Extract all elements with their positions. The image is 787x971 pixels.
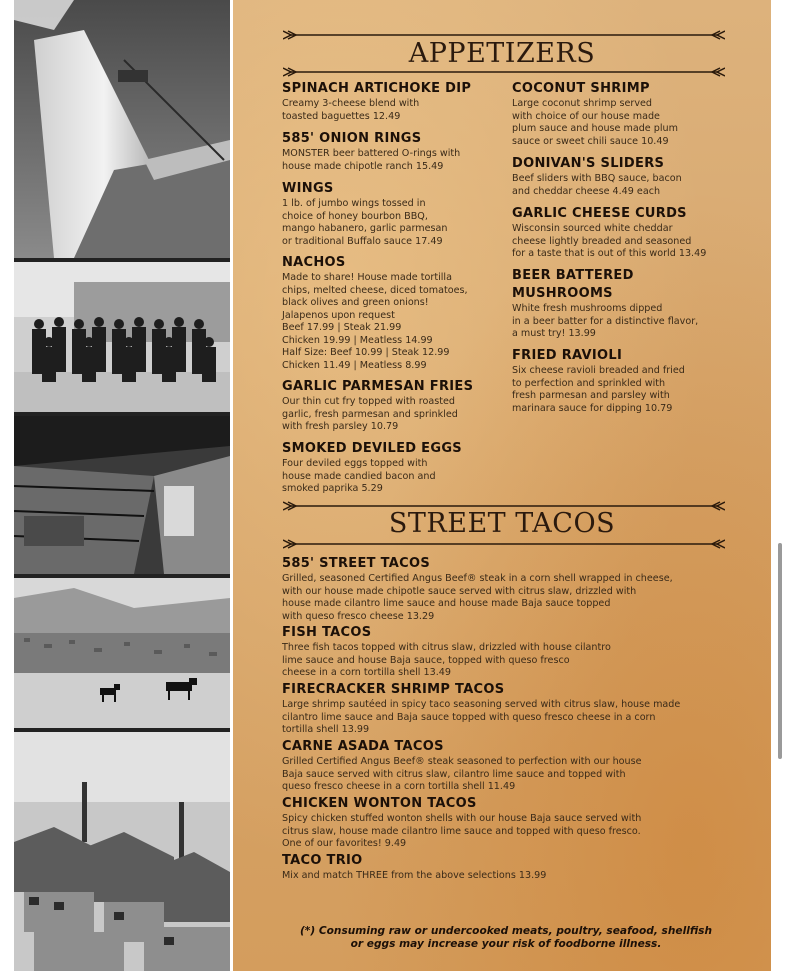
scrollbar-track[interactable] (776, 0, 787, 971)
item-name: COCONUT SHRIMP (512, 81, 650, 96)
menu-item (512, 156, 727, 198)
item-name: FISH TACOS (282, 625, 372, 640)
appetizers-title: APPETIZERS (408, 38, 596, 69)
menu-item (512, 268, 727, 341)
photo-strip (14, 0, 230, 971)
item-name: TACO TRIO (282, 853, 363, 868)
item-description: MONSTER beer battered O-rings with house made chipotle ranch 15.49 (282, 148, 461, 172)
item-name: CHICKEN WONTON TACOS (282, 796, 477, 811)
item-description: Large shrimp sautéed in spicy taco seasoning served with citrus slaw, house made cilantro lime sauce and Baja sauce topped with queso fresco cheese in a corn tortilla shell 13.99 (282, 699, 681, 735)
menu-item (512, 348, 727, 415)
item-name: SPINACH ARTICHOKE DIP (282, 81, 472, 96)
photo-workers (14, 262, 230, 412)
item-name: 585' STREET TACOS (282, 556, 431, 571)
item-description: Wisconsin sourced white cheddar cheese lightly breaded and seasoned for a taste that is out of this world 13.49 (512, 223, 707, 259)
menu-item (282, 625, 722, 680)
item-description: Large coconut shrimp served with choice of our house made plum sauce and house made plum sauce or sweet chili sauce 10.49 (512, 98, 678, 147)
item-name: CARNE ASADA TACOS (282, 739, 444, 754)
menu-item (282, 682, 722, 737)
divider-appetizers-bottom (283, 67, 725, 77)
item-description: Our thin cut fry topped with roasted garlic, fresh parmesan and sprinkled with fresh parsley 10.79 (282, 396, 458, 432)
item-description: Made to share! House made tortilla chips, melted cheese, diced tomatoes, black olives and green onions! Jalapenos upon request Beef 17.99 | Steak 21.99 Chicken 19.99 | Meatless 14.99 Half Size: Beef 10.99 | Steak 12.99 Chicken 11.49 | Meatless 8.99 (282, 272, 468, 371)
item-description: White fresh mushrooms dipped in a beer batter for a distinctive flavor, a must try! 13.99 (512, 303, 699, 339)
menu-item (282, 255, 492, 372)
item-name: GARLIC CHEESE CURDS (512, 206, 687, 221)
street-tacos-title: STREET TACOS (388, 508, 616, 539)
item-name: BEER BATTERED MUSHROOMS (512, 268, 634, 301)
item-description: Mix and match THREE from the above selections 13.99 (282, 870, 547, 881)
item-description: Four deviled eggs topped with house made candied bacon and smoked paprika 5.29 (282, 458, 436, 494)
photo-industrial-town (14, 732, 230, 971)
menu-item (282, 81, 492, 123)
item-description: Spicy chicken stuffed wonton shells with our house Baja sauce served with citrus slaw, house made cilantro lime sauce and topped with queso fresco. One of our favorites! 9.49 (282, 813, 642, 849)
menu-item (282, 441, 492, 496)
divider-tacos-bottom (283, 539, 725, 549)
menu-item (282, 556, 722, 623)
menu-item (282, 379, 492, 434)
item-name: DONIVAN'S SLIDERS (512, 156, 665, 171)
photo-factory-interior (14, 416, 230, 574)
item-name: SMOKED DEVILED EGGS (282, 441, 462, 456)
item-description: Grilled Certified Angus Beef® steak seasoned to perfection with our house Baja sauce served with citrus slaw, cilantro lime sauce and topped with queso fresco cheese in a corn tortilla shell 11.49 (282, 756, 642, 792)
menu-item (282, 131, 492, 173)
item-name: GARLIC PARMESAN FRIES (282, 379, 474, 394)
item-description: Three fish tacos topped with citrus slaw, drizzled with house cilantro lime sauce and house Baja sauce, topped with queso fresco cheese in a corn tortilla shell 13.49 (282, 642, 611, 678)
menu-item (282, 796, 722, 851)
item-name: 585' ONION RINGS (282, 131, 422, 146)
menu-item (282, 181, 492, 248)
menu-item (512, 81, 727, 148)
menu-item (282, 853, 722, 883)
item-name: NACHOS (282, 255, 346, 270)
menu-item (282, 739, 722, 794)
item-description: Creamy 3-cheese blend with toasted baguettes 12.49 (282, 98, 420, 122)
item-description: Beef sliders with BBQ sauce, bacon and cheddar cheese 4.49 each (512, 173, 682, 197)
item-name: WINGS (282, 181, 334, 196)
item-name: FRIED RAVIOLI (512, 348, 623, 363)
item-name: FIRECRACKER SHRIMP TACOS (282, 682, 505, 697)
item-description: Six cheese ravioli breaded and fried to perfection and sprinkled with fresh parmesan and parsley with marinara sauce for dipping 10.79 (512, 365, 685, 414)
item-description: Grilled, seasoned Certified Angus Beef® steak in a corn shell wrapped in cheese, with our house made chipotle sauce served with citrus slaw, drizzled with house made cilantro lime sauce and house made Baja sauce topped with queso fresco cheese 13.29 (282, 573, 673, 622)
menu-item (512, 206, 727, 261)
photo-smokestack (14, 0, 230, 258)
menu-panel (233, 0, 771, 971)
foodborne-illness-disclaimer: (*) Consuming raw or undercooked meats, poultry, seafood, shellfish or eggs may increase your risk of foodborne illness. (299, 925, 713, 950)
scrollbar-thumb[interactable] (778, 543, 782, 759)
item-description: 1 lb. of jumbo wings tossed in choice of honey bourbon BBQ, mango habanero, garlic parmesan or traditional Buffalo sauce 17.49 (282, 198, 448, 247)
photo-valley-horses (14, 578, 230, 728)
